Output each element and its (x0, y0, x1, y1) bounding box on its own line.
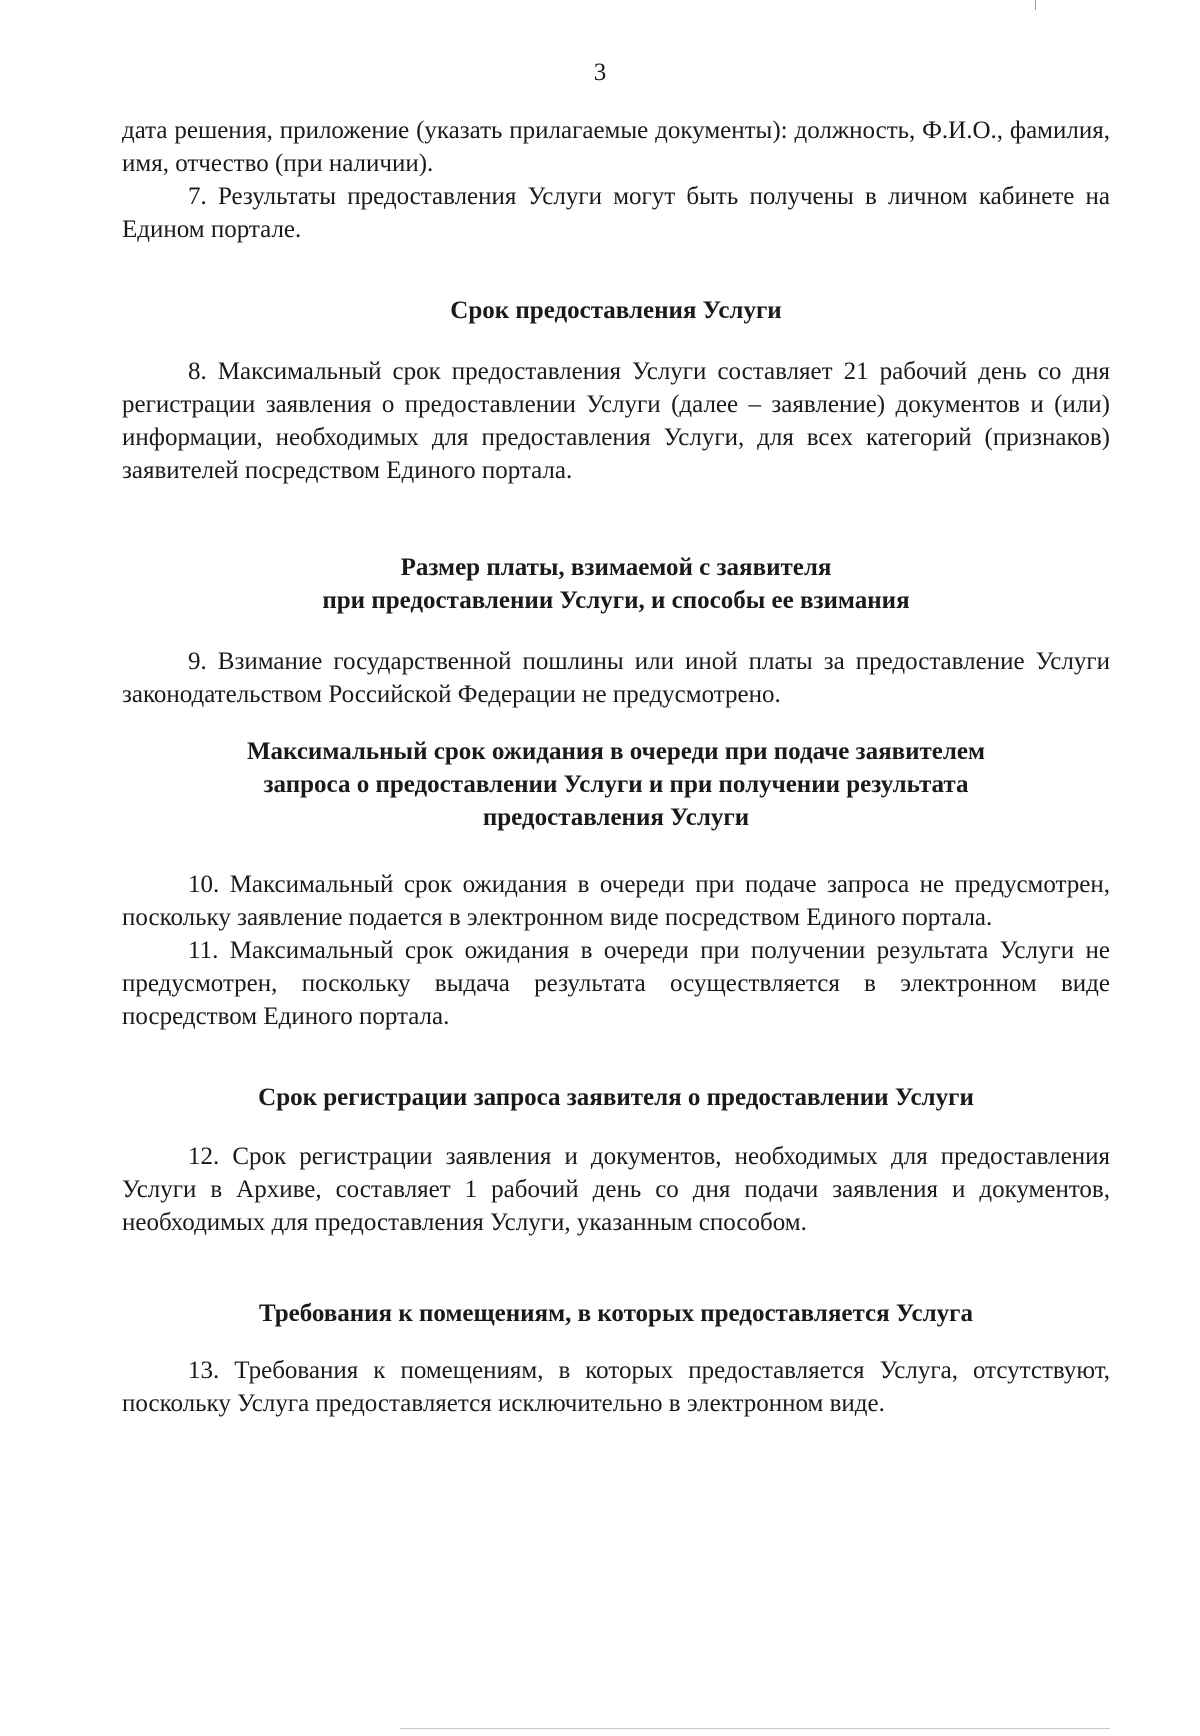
heading-service-period (122, 294, 1110, 327)
paragraph-13: 13. Требования к помещениям, в которых предоставляется Услуга, отсутствуют, поскольку Услуга предоставляется исключительно в электронном виде. (122, 1357, 1110, 1417)
heading-line: Срок предоставления Услуги (450, 297, 782, 324)
paragraph-continuation: дата решения, приложение (указать прилагаемые документы): должность, Ф.И.О., фамилия, имя, отчество (при наличии). (122, 117, 1110, 177)
heading-line: Максимальный срок ожидания в очереди при подаче заявителем (246, 738, 986, 765)
scan-edge-mark (1035, 0, 1036, 10)
page-number: 3 (593, 59, 607, 86)
paragraph-10: 10. Максимальный срок ожидания в очереди при подаче запроса не предусмотрен, поскольку заявление подается в электронном виде посредством Единого портала. (122, 871, 1110, 931)
paragraph-12: 12. Срок регистрации заявления и документов, необходимых для предоставления Услуги в Архиве, составляет 1 рабочий день со дня подачи заявления и документов, необходимых для предоставления Услуги, указанным способом. (122, 1143, 1110, 1236)
paragraph-11: 11. Максимальный срок ожидания в очереди при получении результата Услуги не предусмотрен, поскольку выдача результата осуществляется в электронном виде посредством Единого портала. (122, 937, 1110, 1030)
heading-queue-time (122, 735, 1110, 834)
heading-line: Требования к помещениям, в которых предоставляется Услуга (258, 1300, 974, 1327)
scan-edge-line (400, 1728, 1110, 1729)
paragraph-7: 7. Результаты предоставления Услуги могут быть получены в личном кабинете на Едином портале. (122, 183, 1110, 243)
document-body (122, 114, 1110, 1420)
heading-fee (122, 551, 1110, 617)
heading-registration-period (122, 1081, 1110, 1114)
heading-premises-requirements (122, 1297, 1110, 1330)
paragraph-8: 8. Максимальный срок предоставления Услуги составляет 21 рабочий день со дня регистрации заявления о предоставлении Услуги (далее – заявление) документов и (или) информации, необходимых для предоставления Услуги, для всех категорий (признаков) заявителей посредством Единого портала. (122, 358, 1110, 484)
heading-line: Размер платы, взимаемой с заявителя (400, 554, 832, 581)
heading-line: запроса о предоставлении Услуги и при получении результата (263, 771, 969, 798)
heading-line: Срок регистрации запроса заявителя о предоставлении Услуги (258, 1084, 974, 1111)
heading-line: при предоставлении Услуги, и способы ее взимания (322, 587, 910, 614)
heading-line: предоставления Услуги (482, 804, 750, 831)
paragraph-9: 9. Взимание государственной пошлины или иной платы за предоставление Услуги законодательством Российской Федерации не предусмотрено. (122, 648, 1110, 708)
